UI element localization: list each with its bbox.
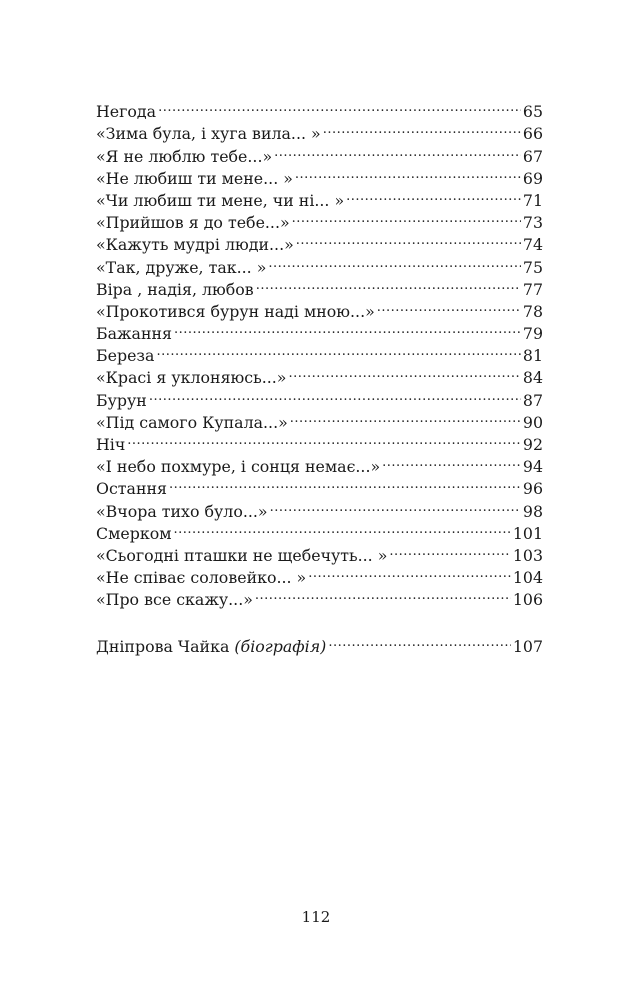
toc-entry-title: «Я не люблю тебе...» [96, 146, 273, 166]
toc-entry-title: «Чи любиш ти мене, чи ні... » [96, 190, 345, 210]
dot-leader [323, 117, 521, 139]
dot-leader [296, 228, 521, 250]
dot-leader [174, 317, 521, 339]
dot-leader [174, 517, 511, 539]
toc-entry[interactable] [96, 361, 543, 388]
toc-entry-title: «Про все скажу...» [96, 590, 253, 610]
toc-entry[interactable] [96, 383, 543, 410]
dot-leader [127, 428, 521, 450]
toc-entry-title: «Так, друже, так... » [96, 257, 267, 277]
toc-entry[interactable] [96, 117, 543, 144]
dot-leader [288, 361, 520, 383]
toc-entry-page: 73 [522, 213, 543, 233]
toc-entry[interactable] [96, 339, 543, 366]
dot-leader [270, 494, 521, 516]
dot-leader [169, 472, 521, 494]
toc-entry[interactable] [96, 406, 543, 432]
dot-leader [268, 250, 521, 272]
toc-entry-page: 75 [522, 257, 543, 277]
dot-leader [328, 629, 511, 651]
toc-entry-page: 66 [522, 124, 543, 144]
dot-leader [292, 206, 521, 228]
dot-leader [295, 162, 521, 184]
toc-entry-title: «Під самого Купала...» [96, 412, 288, 432]
toc-entry-title: Віра , надія, любов [96, 279, 254, 299]
toc-entry-title: «Вчора тихо було...» [96, 501, 268, 521]
dot-leader [158, 95, 521, 117]
toc-entry-title: Смерком [96, 523, 172, 543]
toc-entry-page: 81 [522, 346, 543, 366]
toc-entry[interactable] [96, 450, 543, 477]
toc-entry-page: 104 [512, 568, 543, 588]
toc-entry[interactable] [96, 428, 543, 454]
toc-entry-title: Береза [96, 346, 155, 366]
toc-entry-page: 87 [522, 390, 543, 410]
toc-entry-title: «Красі я уклоняюсь...» [96, 368, 287, 388]
toc-entry-page: 79 [522, 324, 543, 344]
toc-entry-page: 107 [512, 636, 543, 656]
toc-entry-page: 96 [522, 479, 543, 499]
toc-entry-title: Бажання [96, 324, 172, 344]
toc-entry-page: 67 [522, 146, 543, 166]
dot-leader [389, 539, 510, 561]
toc-entry-biography[interactable] [96, 629, 543, 656]
biography-title-italic: (біографія) [234, 636, 327, 656]
toc-entry-title: «Прийшов я до тебе...» [96, 213, 290, 233]
toc-entry-title: «Не співає соловейко... » [96, 568, 307, 588]
dot-leader [308, 561, 511, 583]
toc-entry-page: 94 [522, 457, 543, 477]
toc-entry-title: Бурун [96, 390, 147, 410]
toc-entry-title: Ніч [96, 435, 126, 454]
toc-entry-page: 98 [522, 501, 543, 521]
dot-leader [149, 383, 521, 405]
toc-entry-page: 71 [522, 190, 543, 210]
toc-entry-page: 77 [522, 279, 543, 299]
page-number: 112 [301, 908, 331, 926]
dot-leader [290, 406, 521, 428]
toc-entry-page: 103 [512, 545, 543, 565]
dot-leader [382, 450, 521, 472]
dot-leader [256, 273, 521, 295]
toc-entry-page: 90 [522, 412, 543, 432]
table-of-contents [96, 95, 543, 656]
toc-entry-page: 78 [522, 301, 543, 321]
toc-entry-title: «Зима була, і хуга вила... » [96, 124, 321, 144]
dot-leader [377, 295, 521, 317]
toc-list [96, 95, 543, 610]
toc-entry-title: «Сьогодні пташки не щебечуть... » [96, 545, 388, 565]
toc-entry-page: 69 [522, 168, 543, 188]
toc-entry-page: 74 [522, 235, 543, 255]
dot-leader [156, 339, 520, 361]
toc-entry-page: 106 [512, 590, 543, 610]
toc-entry-title: «Прокотився бурун наді мною...» [96, 301, 375, 321]
toc-entry-title: Негода [96, 102, 157, 122]
dot-leader [255, 583, 511, 605]
toc-entry-title [96, 636, 328, 658]
toc-entry-page: 101 [512, 523, 543, 543]
toc-entry-title: «Не любиш ти мене... » [96, 168, 293, 188]
toc-entry-page: 84 [522, 368, 543, 388]
toc-entry-page: 65 [522, 102, 543, 122]
biography-title: Дніпрова Чайка [96, 636, 235, 656]
toc-entry-title: Остання [96, 479, 167, 499]
toc-entry[interactable] [96, 95, 543, 122]
toc-entry-page: 92 [522, 435, 543, 454]
dot-leader [346, 184, 521, 206]
dot-leader [274, 139, 521, 161]
toc-entry-title: «І небо похмуре, і сонця немає...» [96, 457, 381, 477]
toc-entry-title: «Кажуть мудрі люди...» [96, 235, 294, 255]
